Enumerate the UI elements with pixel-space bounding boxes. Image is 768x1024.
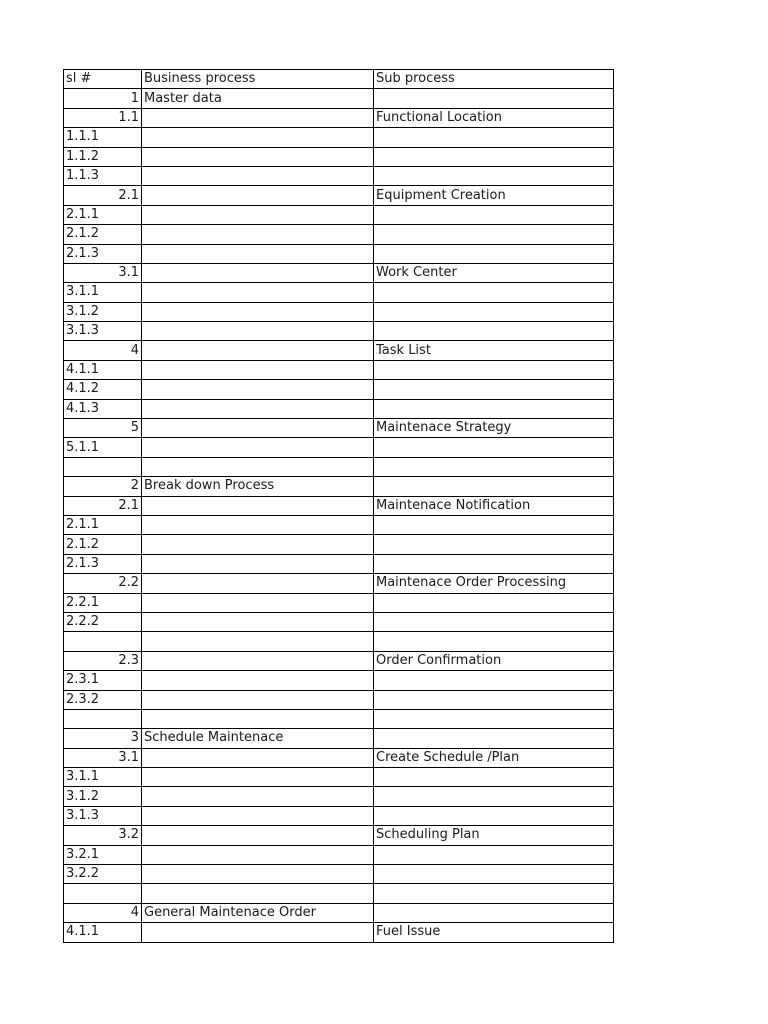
sl-number-cell: 1.1.3 bbox=[64, 166, 142, 185]
sub-process-cell bbox=[374, 709, 614, 728]
sub-process-cell bbox=[374, 632, 614, 651]
header-sub-process-cell: Sub process bbox=[374, 70, 614, 89]
sl-number-cell: 3 bbox=[64, 729, 142, 748]
sl-number-cell: 3.2.2 bbox=[64, 865, 142, 884]
table-row bbox=[64, 690, 614, 709]
sub-process-cell bbox=[374, 593, 614, 612]
business-process-cell bbox=[142, 748, 374, 767]
sl-number-cell: 4.1.1 bbox=[64, 360, 142, 379]
sub-process-cell bbox=[374, 806, 614, 825]
sl-number-cell: 3.1.1 bbox=[64, 283, 142, 302]
sl-number-cell bbox=[64, 884, 142, 903]
table-row bbox=[64, 845, 614, 864]
table-row bbox=[64, 671, 614, 690]
header-sl-cell: sl # bbox=[64, 70, 142, 89]
sub-process-cell bbox=[374, 787, 614, 806]
business-process-cell bbox=[142, 166, 374, 185]
table-row bbox=[64, 826, 614, 845]
sl-number-cell: 2.2 bbox=[64, 574, 142, 593]
table-row bbox=[64, 748, 614, 767]
process-table bbox=[63, 69, 614, 943]
business-process-cell bbox=[142, 205, 374, 224]
sub-process-cell bbox=[374, 89, 614, 108]
sl-number-cell: 3.2 bbox=[64, 826, 142, 845]
sl-number-cell: 2.3 bbox=[64, 651, 142, 670]
table-row bbox=[64, 322, 614, 341]
business-process-cell bbox=[142, 709, 374, 728]
table-row bbox=[64, 244, 614, 263]
sub-process-cell bbox=[374, 322, 614, 341]
sub-process-cell bbox=[374, 554, 614, 573]
sub-process-cell bbox=[374, 865, 614, 884]
sub-process-cell bbox=[374, 690, 614, 709]
sub-process-cell bbox=[374, 903, 614, 922]
sl-number-cell: 2.2.2 bbox=[64, 612, 142, 631]
table-row bbox=[64, 806, 614, 825]
business-process-cell bbox=[142, 341, 374, 360]
sub-process-cell: Work Center bbox=[374, 263, 614, 282]
sl-number-cell: 2.3.2 bbox=[64, 690, 142, 709]
sub-process-cell bbox=[374, 283, 614, 302]
sl-number-cell: 2.1.3 bbox=[64, 244, 142, 263]
sl-number-cell: 3.1 bbox=[64, 263, 142, 282]
table-row bbox=[64, 147, 614, 166]
table-row bbox=[64, 632, 614, 651]
business-process-cell bbox=[142, 515, 374, 534]
table-row bbox=[64, 205, 614, 224]
sl-number-cell: 1 bbox=[64, 89, 142, 108]
business-process-cell bbox=[142, 806, 374, 825]
table-row bbox=[64, 574, 614, 593]
sub-process-cell bbox=[374, 535, 614, 554]
table-row bbox=[64, 884, 614, 903]
business-process-cell bbox=[142, 496, 374, 515]
sub-process-cell bbox=[374, 768, 614, 787]
business-process-cell bbox=[142, 244, 374, 263]
sub-process-cell: Maintenace Notification bbox=[374, 496, 614, 515]
business-process-cell bbox=[142, 457, 374, 476]
business-process-cell bbox=[142, 865, 374, 884]
table-row bbox=[64, 302, 614, 321]
business-process-cell bbox=[142, 884, 374, 903]
sl-number-cell: 4.1.3 bbox=[64, 399, 142, 418]
table-row bbox=[64, 729, 614, 748]
sl-number-cell: 1.1.2 bbox=[64, 147, 142, 166]
sub-process-cell: Maintenace Strategy bbox=[374, 419, 614, 438]
sub-process-cell: Create Schedule /Plan bbox=[374, 748, 614, 767]
table-row bbox=[64, 263, 614, 282]
sub-process-cell bbox=[374, 302, 614, 321]
business-process-cell: Schedule Maintenace bbox=[142, 729, 374, 748]
business-process-cell bbox=[142, 787, 374, 806]
sl-number-cell: 3.1.3 bbox=[64, 806, 142, 825]
sl-number-cell bbox=[64, 457, 142, 476]
sl-number-cell: 2.2.1 bbox=[64, 593, 142, 612]
process-table-body bbox=[64, 70, 614, 943]
sub-process-cell bbox=[374, 166, 614, 185]
sub-process-cell bbox=[374, 399, 614, 418]
header-row bbox=[64, 70, 614, 89]
table-row bbox=[64, 419, 614, 438]
sub-process-cell bbox=[374, 205, 614, 224]
table-row bbox=[64, 380, 614, 399]
business-process-cell bbox=[142, 108, 374, 127]
table-row bbox=[64, 128, 614, 147]
business-process-cell bbox=[142, 632, 374, 651]
sl-number-cell: 3.1.2 bbox=[64, 302, 142, 321]
business-process-cell bbox=[142, 612, 374, 631]
sl-number-cell: 2.1.1 bbox=[64, 515, 142, 534]
sl-number-cell: 2.3.1 bbox=[64, 671, 142, 690]
table-row bbox=[64, 225, 614, 244]
sub-process-cell bbox=[374, 244, 614, 263]
sub-process-cell: Task List bbox=[374, 341, 614, 360]
table-row bbox=[64, 477, 614, 496]
business-process-cell bbox=[142, 768, 374, 787]
business-process-cell bbox=[142, 923, 374, 942]
business-process-cell bbox=[142, 380, 374, 399]
table-row bbox=[64, 865, 614, 884]
business-process-cell: General Maintenace Order bbox=[142, 903, 374, 922]
table-row bbox=[64, 709, 614, 728]
business-process-cell bbox=[142, 845, 374, 864]
sl-number-cell: 2 bbox=[64, 477, 142, 496]
sub-process-cell bbox=[374, 380, 614, 399]
business-process-cell bbox=[142, 283, 374, 302]
table-row bbox=[64, 612, 614, 631]
sub-process-cell bbox=[374, 457, 614, 476]
sl-number-cell: 5 bbox=[64, 419, 142, 438]
sl-number-cell: 4 bbox=[64, 341, 142, 360]
sl-number-cell: 2.1.2 bbox=[64, 535, 142, 554]
sl-number-cell: 2.1.2 bbox=[64, 225, 142, 244]
sl-number-cell: 5.1.1 bbox=[64, 438, 142, 457]
business-process-cell bbox=[142, 360, 374, 379]
sl-number-cell: 2.1 bbox=[64, 496, 142, 515]
sub-process-cell: Maintenace Order Processing bbox=[374, 574, 614, 593]
table-row bbox=[64, 554, 614, 573]
sl-number-cell bbox=[64, 632, 142, 651]
business-process-cell bbox=[142, 438, 374, 457]
sub-process-cell bbox=[374, 612, 614, 631]
sl-number-cell: 4 bbox=[64, 903, 142, 922]
business-process-cell bbox=[142, 225, 374, 244]
business-process-cell bbox=[142, 651, 374, 670]
sl-number-cell: 3.1.3 bbox=[64, 322, 142, 341]
business-process-cell bbox=[142, 322, 374, 341]
sub-process-cell bbox=[374, 477, 614, 496]
business-process-cell bbox=[142, 419, 374, 438]
table-row bbox=[64, 535, 614, 554]
business-process-cell bbox=[142, 399, 374, 418]
sub-process-cell: Order Confirmation bbox=[374, 651, 614, 670]
sub-process-cell: Fuel Issue bbox=[374, 923, 614, 942]
sl-number-cell: 4.1.2 bbox=[64, 380, 142, 399]
table-row bbox=[64, 283, 614, 302]
sl-number-cell: 2.1.1 bbox=[64, 205, 142, 224]
table-row bbox=[64, 166, 614, 185]
table-row bbox=[64, 515, 614, 534]
table-row bbox=[64, 89, 614, 108]
business-process-cell bbox=[142, 535, 374, 554]
sub-process-cell: Functional Location bbox=[374, 108, 614, 127]
table-row bbox=[64, 903, 614, 922]
sl-number-cell: 4.1.1 bbox=[64, 923, 142, 942]
business-process-cell bbox=[142, 263, 374, 282]
sl-number-cell: 3.1 bbox=[64, 748, 142, 767]
sub-process-cell bbox=[374, 360, 614, 379]
sl-number-cell: 3.1.1 bbox=[64, 768, 142, 787]
business-process-cell bbox=[142, 186, 374, 205]
business-process-cell bbox=[142, 826, 374, 845]
sub-process-cell: Equipment Creation bbox=[374, 186, 614, 205]
sub-process-cell bbox=[374, 729, 614, 748]
sl-number-cell: 1.1 bbox=[64, 108, 142, 127]
business-process-cell bbox=[142, 302, 374, 321]
business-process-cell bbox=[142, 671, 374, 690]
business-process-cell: Break down Process bbox=[142, 477, 374, 496]
table-row bbox=[64, 651, 614, 670]
business-process-cell bbox=[142, 147, 374, 166]
sub-process-cell bbox=[374, 845, 614, 864]
table-row bbox=[64, 399, 614, 418]
table-row bbox=[64, 341, 614, 360]
business-process-cell: Master data bbox=[142, 89, 374, 108]
table-row bbox=[64, 923, 614, 942]
sub-process-cell bbox=[374, 225, 614, 244]
sub-process-cell bbox=[374, 147, 614, 166]
table-row bbox=[64, 438, 614, 457]
sl-number-cell: 2.1.3 bbox=[64, 554, 142, 573]
business-process-cell bbox=[142, 593, 374, 612]
sl-number-cell: 2.1 bbox=[64, 186, 142, 205]
table-row bbox=[64, 360, 614, 379]
header-business-process-cell: Business process bbox=[142, 70, 374, 89]
sub-process-cell bbox=[374, 515, 614, 534]
business-process-cell bbox=[142, 690, 374, 709]
sub-process-cell bbox=[374, 438, 614, 457]
sub-process-cell bbox=[374, 671, 614, 690]
table-row bbox=[64, 457, 614, 476]
table-row bbox=[64, 186, 614, 205]
table-row bbox=[64, 108, 614, 127]
sl-number-cell: 1.1.1 bbox=[64, 128, 142, 147]
table-row bbox=[64, 593, 614, 612]
business-process-cell bbox=[142, 128, 374, 147]
sl-number-cell: 3.1.2 bbox=[64, 787, 142, 806]
sl-number-cell: 3.2.1 bbox=[64, 845, 142, 864]
business-process-cell bbox=[142, 574, 374, 593]
sub-process-cell bbox=[374, 128, 614, 147]
table-row bbox=[64, 496, 614, 515]
sl-number-cell bbox=[64, 709, 142, 728]
table-row bbox=[64, 787, 614, 806]
sub-process-cell bbox=[374, 884, 614, 903]
sub-process-cell: Scheduling Plan bbox=[374, 826, 614, 845]
business-process-cell bbox=[142, 554, 374, 573]
table-row bbox=[64, 768, 614, 787]
